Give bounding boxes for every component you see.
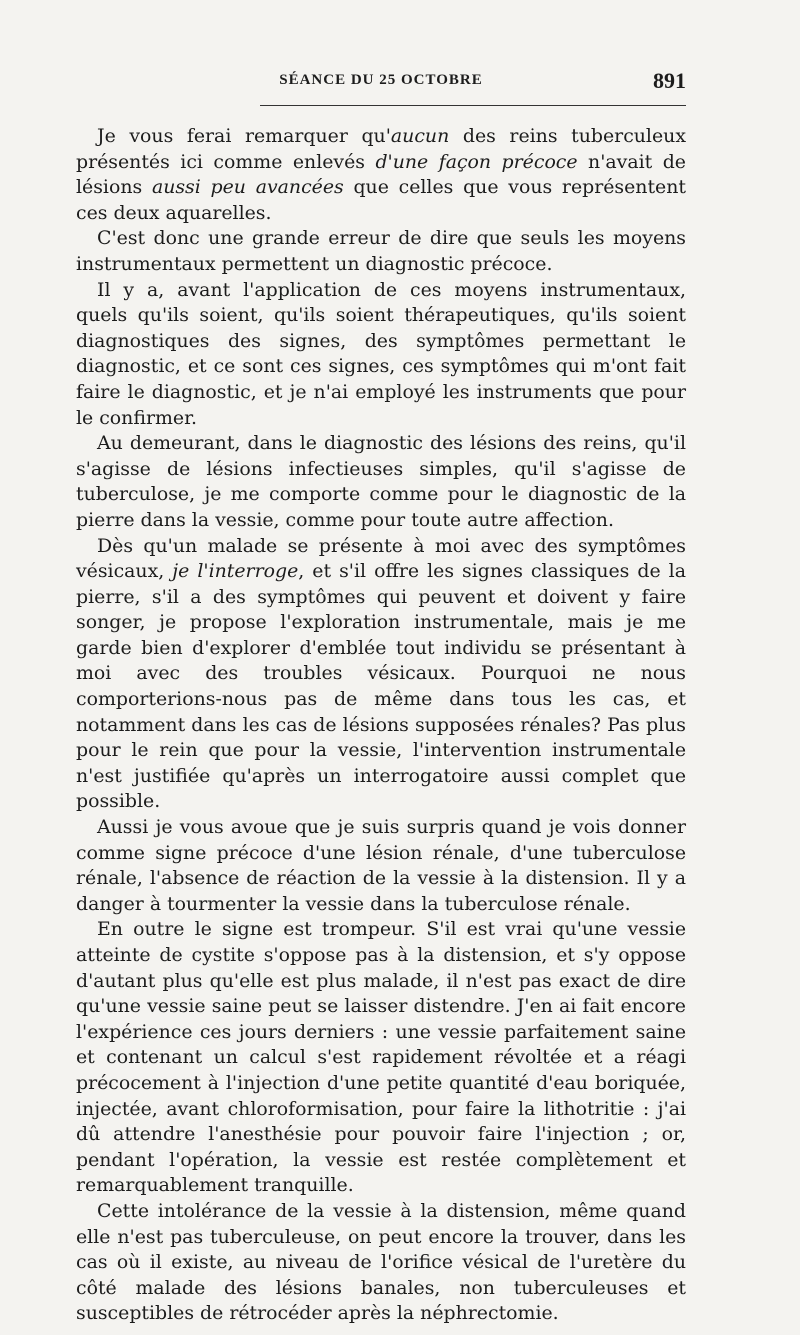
text-run: C'est donc une grande erreur de dire que seuls les moyens instrumentaux permettent un diagnostic précoce. bbox=[76, 227, 686, 275]
running-title: SÉANCE DU 25 OCTOBRE bbox=[279, 72, 483, 88]
text-run: des reins tuberculeux présentés ici comme enlevés bbox=[76, 125, 686, 173]
paragraph bbox=[76, 534, 686, 816]
paragraph bbox=[76, 431, 686, 533]
paragraph bbox=[76, 815, 686, 917]
text-run: Cette intolérance de la vessie à la distension, même quand elle n'est pas tuberculeuse, on peut encore la trouver, dans les cas où il existe, au niveau de l'orifice vésical de l'uretère du côté malade des lésions banales, non tuberculeuses et susceptibles de rétrocéder après la néphrectomie. bbox=[76, 1199, 686, 1325]
italic-text: je l'interroge bbox=[172, 560, 299, 583]
italic-text: d'une façon précoce bbox=[375, 150, 578, 173]
page-number: 891 bbox=[653, 68, 686, 93]
text-run: En outre le signe est trompeur. S'il est vrai qu'une vessie atteinte de cystite s'oppose pas à la distension, et s'y oppose d'autant plus qu'elle est plus malade, il n'est pas exact de dire qu'une vessie saine peut se laisser distendre. J'en ai fait encore l'expérience ces jours derniers : une vessie parfaitement saine et contenant un calcul s'est rapidement révoltée et a réagi précocement à l'injection d'une petite quantité d'eau boriquée, injectée, avant chloroformisation, pour faire la lithotritie : j'ai dû attendre l'anesthésie pour pouvoir faire l'injection ; or, pendant l'opération, la vessie est restée complètement et remarquablement tranquille. bbox=[76, 918, 686, 1197]
body-text bbox=[76, 124, 686, 1327]
paragraph bbox=[76, 1199, 686, 1327]
header-rule bbox=[260, 105, 686, 106]
text-run: Dès qu'un malade se présente à moi avec des symptômes vésicaux, bbox=[76, 534, 686, 583]
italic-text: aussi peu avancées bbox=[151, 176, 344, 199]
running-header bbox=[76, 68, 686, 98]
text-run: Aussi je vous avoue que je suis surpris quand je vois donner comme signe précoce d'une lésion rénale, d'une tuberculose rénale, l'absence de réaction de la vessie à la distension. Il y a danger à tourmenter la vessie dans la tuberculose rénale. bbox=[76, 816, 686, 915]
text-run: Je vous ferai remarquer qu' bbox=[97, 125, 391, 147]
paragraph bbox=[76, 226, 686, 277]
italic-text: aucun bbox=[390, 125, 450, 147]
text-run: Il y a, avant l'application de ces moyens instrumentaux, quels qu'ils soient, qu'ils soient thérapeutiques, qu'ils soient diagnostiques des signes, des symptômes permettant le diagnostic, et ce sont ces signes, ces symptômes qui m'ont fait faire le diagnostic, et je n'ai employé les instruments que pour le confirmer. bbox=[76, 278, 686, 429]
text-run: que celles que vous représentent ces deux aquarelles. bbox=[76, 176, 686, 224]
text-run: , et s'il offre les signes classiques de la pierre, s'il a des symptômes qui peuvent et doivent y faire songer, je propose l'exploration instrumentale, mais je me garde bien d'explorer d'emblée tout individu se présentant à moi avec des troubles vésicaux. Pourquoi ne nous comporterions-nous pas de même dans tous les cas, et notamment dans les cas de lésions supposées rénales? Pas plus pour le rein que pour la vessie, l'intervention instrumentale n'est justifiée qu'après un interrogatoire aussi complet que possible. bbox=[76, 560, 686, 813]
text-run: Au demeurant, dans le diagnostic des lésions des reins, qu'il s'agisse de lésions infectieuses simples, qu'il s'agisse de tuberculose, je me comporte comme pour le diagnostic de la pierre dans la vessie, comme pour toute autre affection. bbox=[76, 432, 686, 531]
paragraph bbox=[76, 278, 686, 432]
paragraph bbox=[76, 917, 686, 1199]
text-run: n'avait de lésions bbox=[76, 150, 686, 199]
paragraph bbox=[76, 124, 686, 226]
